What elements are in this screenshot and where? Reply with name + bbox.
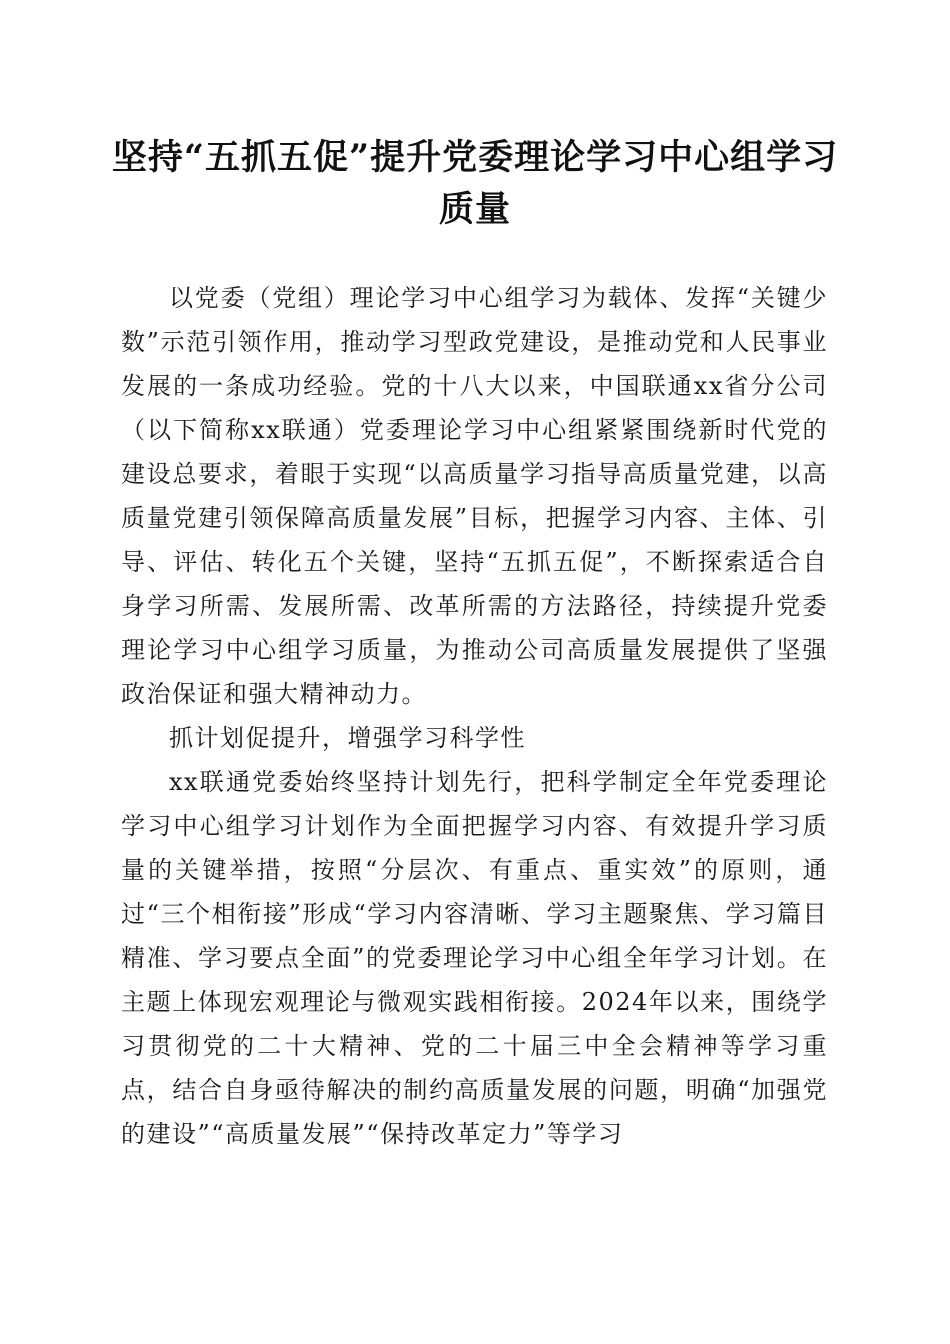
document-body <box>121 276 828 1156</box>
document-title: 坚持“五抓五促”提升党委理论学习中心组学习质量 <box>111 137 839 230</box>
section-heading: 抓计划促提升，增强学习科学性 <box>169 724 526 752</box>
paragraph-intro: 以党委（党组）理论学习中心组学习为载体、发挥“关键少数”示范引领作用，推动学习型政党建设，是推动党和人民事业发展的一条成功经验。党的十八大以来，中国联通xx省分公司（以下简称xx联通）党委理论学习中心组紧紧围绕新时代党的建设总要求，着眼于实现“以高质量学习指导高质量党建，以高质量党建引领保障高质量发展”目标，把握学习内容、主体、引导、评估、转化五个关键，坚持“五抓五促”，不断探索适合自身学习所需、发展所需、改革所需的方法路径，持续提升党委理论学习中心组学习质量，为推动公司高质量发展提供了坚强政治保证和强大精神动力。 <box>121 284 828 708</box>
paragraph-section-1: xx联通党委始终坚持计划先行，把科学制定全年党委理论学习中心组学习计划作为全面把握学习内容、有效提升学习质量的关键举措，按照“分层次、有重点、重实效”的原则，通过“三个相衔接”形成“学习内容清晰、学习主题聚焦、学习篇目精准、学习要点全面”的党委理论学习中心组全年学习计划。在主题上体现宏观理论与微观实践相衔接。2024年以来，围绕学习贯彻党的二十大精神、党的二十届三中全会精神等学习重点，结合自身亟待解决的制约高质量发展的问题，明确“加强党的建设”“高质量发展”“保持改革定力”等学习 <box>121 768 828 1148</box>
